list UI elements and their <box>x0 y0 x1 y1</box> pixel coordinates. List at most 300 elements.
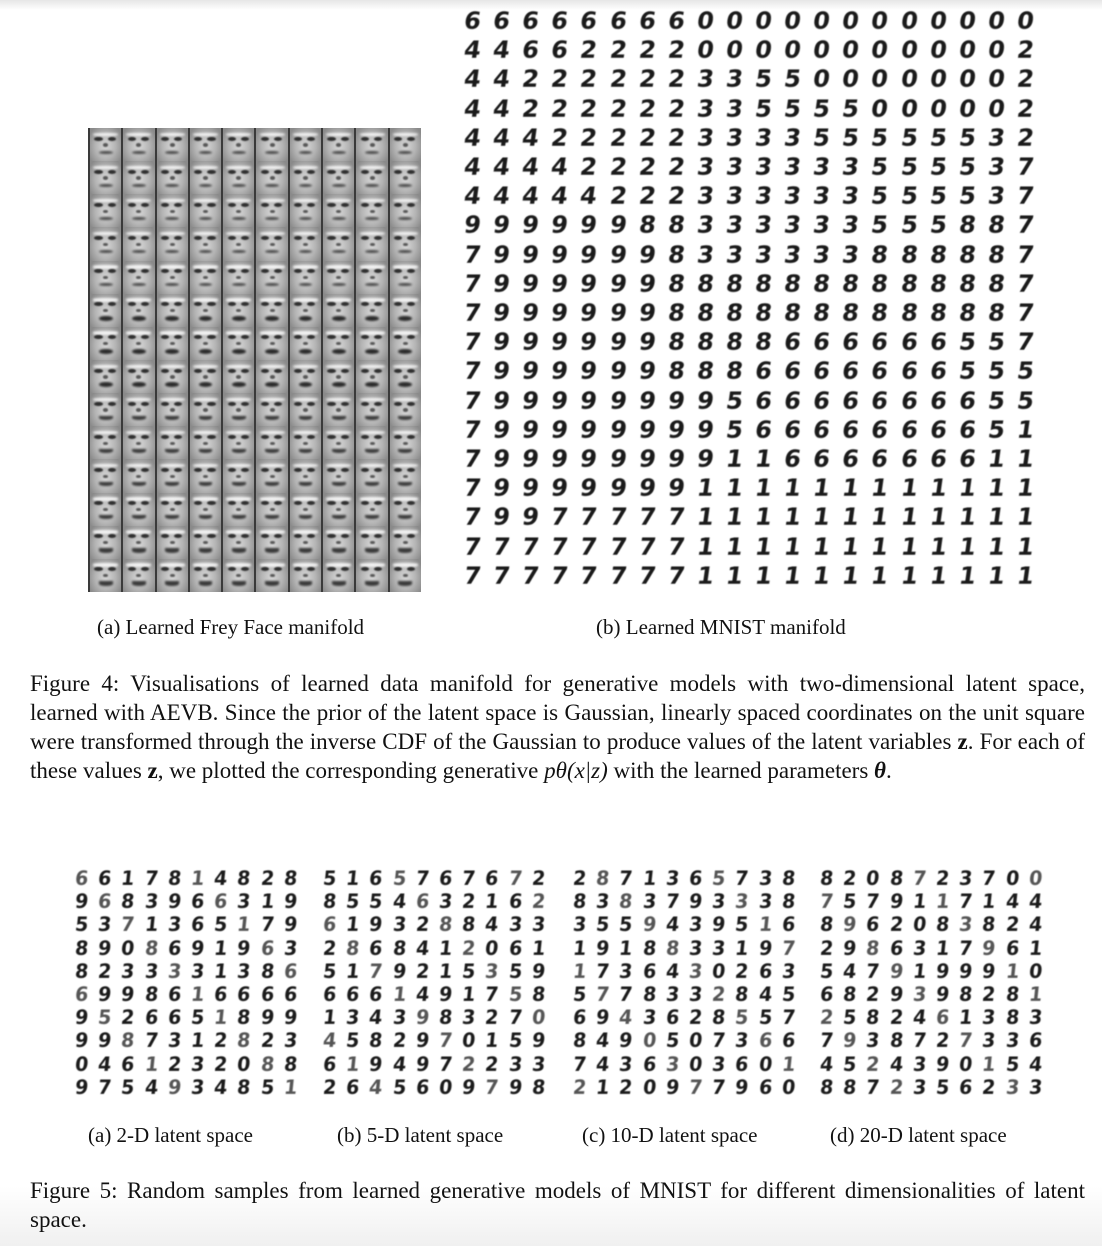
face-cell <box>288 559 321 592</box>
face-cell <box>254 227 287 260</box>
manifold-digit: 7 <box>636 532 658 561</box>
sample-digit: 9 <box>73 1030 90 1053</box>
sample-digit: 6 <box>166 984 183 1007</box>
manifold-digit: 1 <box>1015 532 1036 561</box>
face-cell <box>188 128 221 161</box>
manifold-digit: 7 <box>665 561 687 590</box>
sample-digit: 1 <box>437 960 454 983</box>
samples-20d-latent-image <box>815 868 1047 1100</box>
face-cell <box>388 261 421 294</box>
manifold-digit: 0 <box>927 6 949 35</box>
manifold-digit: 9 <box>695 415 716 444</box>
manifold-digit: 9 <box>607 269 629 298</box>
manifold-digit: 1 <box>956 561 978 590</box>
sample-digit: 5 <box>734 1007 750 1030</box>
sample-digit: 1 <box>595 1076 611 1099</box>
face-cell <box>354 227 387 260</box>
face-cell <box>254 559 287 592</box>
sample-digit: 7 <box>143 1030 160 1053</box>
samples-2d-latent-image <box>70 868 302 1100</box>
sample-digit: 7 <box>618 984 634 1007</box>
face-cell <box>354 459 387 492</box>
face-cell <box>188 459 221 492</box>
sample-digit: 8 <box>641 984 658 1007</box>
sample-digit: 3 <box>1027 1007 1044 1030</box>
manifold-digit: 9 <box>578 356 600 385</box>
manifold-digit: 9 <box>520 356 542 385</box>
sample-digit: 1 <box>641 868 658 891</box>
sample-digit: 8 <box>888 868 905 891</box>
sample-digit: 8 <box>236 868 252 891</box>
face-cell <box>221 426 254 459</box>
manifold-digit: 9 <box>578 386 600 415</box>
sample-digit: 8 <box>530 984 547 1007</box>
manifold-digit: 5 <box>782 64 803 93</box>
manifold-digit: 9 <box>549 269 571 298</box>
sample-digit: 1 <box>911 891 928 914</box>
manifold-digit: 8 <box>986 269 1007 298</box>
manifold-digit: 3 <box>753 181 774 210</box>
sample-digit: 7 <box>618 868 634 891</box>
manifold-digit: 7 <box>1015 240 1036 269</box>
manifold-digit: 2 <box>607 152 629 181</box>
sample-digit: 6 <box>507 937 524 960</box>
sample-digit: 1 <box>981 891 997 914</box>
manifold-digit: 3 <box>811 240 833 269</box>
manifold-digit: 7 <box>462 269 483 298</box>
manifold-digit: 8 <box>840 298 862 327</box>
manifold-digit: 8 <box>724 356 745 385</box>
face-cell <box>188 526 221 559</box>
sample-digit: 5 <box>259 1076 276 1099</box>
sample-digit: 8 <box>120 1030 136 1053</box>
sample-digit: 7 <box>958 891 974 914</box>
face-cell <box>221 493 254 526</box>
face-cell <box>88 294 121 327</box>
sample-digit: 3 <box>981 1030 997 1053</box>
manifold-digit: 6 <box>927 444 949 473</box>
manifold-digit: 6 <box>811 356 833 385</box>
face-cell <box>88 393 121 426</box>
sample-digit: 7 <box>865 1076 881 1099</box>
sample-digit: 3 <box>958 914 974 937</box>
sample-digit: 5 <box>461 960 477 983</box>
manifold-digit: 7 <box>578 532 600 561</box>
manifold-digit: 1 <box>724 444 745 473</box>
sample-digit: 6 <box>664 1007 681 1030</box>
manifold-digit: 9 <box>607 298 629 327</box>
sample-digit: 8 <box>780 868 797 891</box>
sample-digit: 8 <box>780 891 797 914</box>
manifold-digit: 1 <box>986 473 1007 502</box>
sample-digit: 1 <box>461 984 477 1007</box>
sample-digit: 2 <box>530 891 547 914</box>
manifold-digit: 7 <box>636 502 658 531</box>
manifold-digit: 7 <box>607 561 629 590</box>
sample-digit: 7 <box>818 891 835 914</box>
sample-digit: 1 <box>1027 937 1044 960</box>
manifold-digit: 9 <box>520 269 542 298</box>
manifold-digit: 1 <box>986 444 1007 473</box>
sample-digit: 8 <box>1004 984 1021 1007</box>
sample-digit: 9 <box>97 1030 113 1053</box>
sample-digit: 6 <box>321 1053 338 1076</box>
manifold-digit: 1 <box>898 561 920 590</box>
manifold-digit: 1 <box>986 502 1007 531</box>
manifold-digit: 5 <box>753 94 774 123</box>
sample-digit: 3 <box>664 868 681 891</box>
sample-digit: 7 <box>734 868 750 891</box>
face-cell <box>388 426 421 459</box>
manifold-digit: 8 <box>956 298 978 327</box>
manifold-digit: 4 <box>520 152 542 181</box>
sample-digit: 9 <box>888 960 905 983</box>
sample-digit: 1 <box>213 960 229 983</box>
manifold-digit: 6 <box>811 327 833 356</box>
sample-digit: 9 <box>934 984 951 1007</box>
manifold-digit: 5 <box>840 123 862 152</box>
manifold-digit: 0 <box>986 35 1007 64</box>
manifold-digit: 2 <box>607 35 629 64</box>
sample-digit: 0 <box>641 1076 658 1099</box>
face-cell <box>121 426 154 459</box>
manifold-digit: 2 <box>636 152 658 181</box>
sample-digit: 3 <box>97 914 113 937</box>
sample-digit: 4 <box>484 914 500 937</box>
sample-digit: 8 <box>530 1076 547 1099</box>
manifold-digit: 3 <box>724 240 745 269</box>
manifold-digit: 3 <box>840 210 862 239</box>
manifold-digit: 9 <box>607 415 629 444</box>
manifold-digit: 5 <box>956 123 978 152</box>
manifold-digit: 1 <box>695 502 716 531</box>
manifold-digit: 8 <box>665 298 687 327</box>
sample-digit: 3 <box>981 1007 997 1030</box>
manifold-digit: 6 <box>927 386 949 415</box>
sample-digit: 7 <box>414 868 431 891</box>
sample-digit: 7 <box>818 1030 835 1053</box>
manifold-digit: 8 <box>665 356 687 385</box>
face-cell <box>188 493 221 526</box>
sample-digit: 9 <box>437 984 454 1007</box>
sample-digit: 9 <box>120 984 136 1007</box>
sample-digit: 1 <box>571 937 588 960</box>
sample-digit: 8 <box>368 1030 384 1053</box>
manifold-digit: 4 <box>549 181 571 210</box>
manifold-digit: 3 <box>753 240 774 269</box>
sample-digit: 8 <box>282 1053 299 1076</box>
face-cell <box>388 327 421 360</box>
face-cell <box>388 128 421 161</box>
manifold-digit: 9 <box>578 298 600 327</box>
manifold-digit: 1 <box>986 532 1007 561</box>
face-cell <box>188 393 221 426</box>
face-cell <box>121 261 154 294</box>
sample-digit: 3 <box>687 960 704 983</box>
face-cell <box>321 393 354 426</box>
sample-digit: 3 <box>780 960 797 983</box>
manifold-digit: 4 <box>462 181 483 210</box>
manifold-digit: 3 <box>811 181 833 210</box>
sample-digit: 9 <box>97 984 113 1007</box>
sample-digit: 1 <box>484 891 500 914</box>
manifold-digit: 6 <box>549 35 571 64</box>
manifold-digit: 1 <box>811 532 833 561</box>
manifold-digit: 5 <box>811 94 833 123</box>
sample-digit: 8 <box>259 1053 276 1076</box>
sample-digit: 4 <box>391 1053 408 1076</box>
face-cell <box>254 327 287 360</box>
manifold-digit: 9 <box>520 473 542 502</box>
manifold-digit: 7 <box>665 502 687 531</box>
manifold-digit: 7 <box>462 561 483 590</box>
manifold-digit: 7 <box>462 298 483 327</box>
manifold-digit: 9 <box>665 415 687 444</box>
sample-digit: 0 <box>958 1053 974 1076</box>
sample-digit: 8 <box>120 891 136 914</box>
sample-digit: 7 <box>911 1030 928 1053</box>
sample-digit: 2 <box>461 1053 477 1076</box>
face-cell <box>288 294 321 327</box>
sample-digit: 3 <box>911 1053 928 1076</box>
sample-digit: 3 <box>734 1030 750 1053</box>
sample-digit: 5 <box>345 1030 361 1053</box>
sample-digit: 3 <box>641 1007 658 1030</box>
sample-digit: 0 <box>1027 960 1044 983</box>
face-cell <box>254 393 287 426</box>
sample-digit: 3 <box>189 1053 206 1076</box>
sample-digit: 7 <box>958 1030 974 1053</box>
sample-digit: 2 <box>711 984 727 1007</box>
sample-digit: 4 <box>664 960 681 983</box>
manifold-digit: 9 <box>549 240 571 269</box>
sample-digit: 7 <box>484 984 500 1007</box>
manifold-digit: 1 <box>956 532 978 561</box>
sample-digit: 2 <box>818 1007 835 1030</box>
manifold-digit: 6 <box>520 35 542 64</box>
sample-digit: 1 <box>934 937 951 960</box>
sample-digit: 6 <box>437 868 454 891</box>
sample-digit: 2 <box>461 891 477 914</box>
sample-digit: 1 <box>934 891 951 914</box>
sample-digit: 3 <box>711 891 727 914</box>
sample-digit: 8 <box>818 868 835 891</box>
face-cell <box>354 360 387 393</box>
sample-digit: 4 <box>1004 891 1021 914</box>
sample-digit: 0 <box>911 914 928 937</box>
manifold-digit: 7 <box>1015 327 1036 356</box>
sample-digit: 1 <box>1027 984 1044 1007</box>
manifold-digit: 5 <box>986 415 1007 444</box>
manifold-digit: 0 <box>986 64 1007 93</box>
manifold-digit: 1 <box>1015 502 1036 531</box>
face-cell <box>254 161 287 194</box>
manifold-digit: 0 <box>986 6 1007 35</box>
manifold-digit: 3 <box>695 210 716 239</box>
manifold-digit: 5 <box>898 123 920 152</box>
sample-digit: 4 <box>618 1007 634 1030</box>
face-cell <box>321 360 354 393</box>
sample-digit: 2 <box>842 868 858 891</box>
manifold-digit: 6 <box>840 356 862 385</box>
face-cell <box>155 393 188 426</box>
sample-digit: 7 <box>143 868 160 891</box>
sample-digit: 3 <box>166 960 183 983</box>
manifold-digit: 5 <box>956 327 978 356</box>
manifold-digit: 4 <box>520 123 542 152</box>
sample-digit: 7 <box>780 1007 797 1030</box>
sample-digit: 9 <box>259 1007 276 1030</box>
face-cell <box>321 327 354 360</box>
manifold-digit: 2 <box>607 181 629 210</box>
face-cell <box>321 426 354 459</box>
face-cell <box>121 227 154 260</box>
sample-digit: 2 <box>321 1076 338 1099</box>
face-cell <box>321 161 354 194</box>
manifold-digit: 5 <box>1015 386 1036 415</box>
face-cell <box>288 360 321 393</box>
sample-digit: 2 <box>414 914 431 937</box>
face-cell <box>254 426 287 459</box>
sample-digit: 9 <box>414 1007 431 1030</box>
sample-digit: 2 <box>888 1007 905 1030</box>
face-cell <box>288 526 321 559</box>
sample-digit: 9 <box>888 891 905 914</box>
manifold-digit: 3 <box>986 123 1007 152</box>
sample-digit: 5 <box>842 1007 858 1030</box>
sample-digit: 1 <box>780 1053 797 1076</box>
manifold-digit: 0 <box>927 94 949 123</box>
face-cell <box>188 194 221 227</box>
manifold-digit: 7 <box>462 502 483 531</box>
manifold-digit: 1 <box>753 444 774 473</box>
sample-digit: 6 <box>143 1007 160 1030</box>
manifold-digit: 9 <box>636 473 658 502</box>
sample-digit: 0 <box>711 960 727 983</box>
face-cell <box>121 526 154 559</box>
manifold-digit: 9 <box>462 210 483 239</box>
sample-digit: 0 <box>687 1030 704 1053</box>
sample-digit: 7 <box>507 1007 524 1030</box>
sample-digit: 7 <box>437 1030 454 1053</box>
manifold-digit: 4 <box>491 152 512 181</box>
manifold-digit: 6 <box>898 444 920 473</box>
sample-digit: 5 <box>345 891 361 914</box>
manifold-digit: 3 <box>840 240 862 269</box>
face-cell <box>321 128 354 161</box>
manifold-digit: 7 <box>549 532 571 561</box>
manifold-digit: 0 <box>927 64 949 93</box>
manifold-digit: 0 <box>927 35 949 64</box>
face-cell <box>88 426 121 459</box>
manifold-digit: 1 <box>782 561 803 590</box>
manifold-digit: 5 <box>898 210 920 239</box>
manifold-digit: 6 <box>840 415 862 444</box>
face-cell <box>288 128 321 161</box>
manifold-digit: 1 <box>869 473 891 502</box>
sample-digit: 3 <box>911 937 928 960</box>
manifold-digit: 5 <box>927 210 949 239</box>
manifold-digit: 3 <box>986 152 1007 181</box>
sample-digit: 7 <box>97 1076 113 1099</box>
face-cell <box>254 526 287 559</box>
sample-digit: 7 <box>368 960 384 983</box>
manifold-digit: 9 <box>491 356 512 385</box>
sample-digit: 5 <box>757 1007 774 1030</box>
manifold-digit: 9 <box>695 386 716 415</box>
sample-digit: 3 <box>687 914 704 937</box>
sample-digit: 1 <box>345 960 361 983</box>
manifold-digit: 3 <box>724 64 745 93</box>
manifold-digit: 0 <box>840 64 862 93</box>
sample-digit: 5 <box>189 1007 206 1030</box>
face-cell <box>321 459 354 492</box>
manifold-digit: 3 <box>782 181 803 210</box>
sample-digit: 6 <box>166 1007 183 1030</box>
face-cell <box>388 360 421 393</box>
manifold-digit: 7 <box>462 240 483 269</box>
manifold-digit: 0 <box>869 94 891 123</box>
face-cell <box>188 294 221 327</box>
manifold-digit: 8 <box>927 269 949 298</box>
manifold-digit: 3 <box>695 94 716 123</box>
manifold-digit: 9 <box>520 444 542 473</box>
sample-digit: 9 <box>461 1076 477 1099</box>
frey-face-manifold-image <box>88 128 421 592</box>
face-cell <box>388 227 421 260</box>
manifold-digit: 1 <box>811 473 833 502</box>
sample-digit: 0 <box>641 1030 658 1053</box>
sample-digit: 8 <box>166 868 183 891</box>
manifold-digit: 6 <box>753 386 774 415</box>
manifold-digit: 7 <box>462 327 483 356</box>
manifold-digit: 2 <box>636 123 658 152</box>
manifold-digit: 0 <box>695 35 716 64</box>
manifold-digit: 8 <box>898 240 920 269</box>
manifold-digit: 1 <box>927 502 949 531</box>
sample-digit: 1 <box>618 937 634 960</box>
sample-digit: 5 <box>368 891 384 914</box>
manifold-digit: 6 <box>869 386 891 415</box>
manifold-digit: 1 <box>782 502 803 531</box>
manifold-digit: 9 <box>607 386 629 415</box>
manifold-digit: 8 <box>753 269 774 298</box>
manifold-digit: 9 <box>520 240 542 269</box>
manifold-digit: 9 <box>578 210 600 239</box>
manifold-digit: 8 <box>956 240 978 269</box>
manifold-digit: 2 <box>665 181 687 210</box>
sample-digit: 5 <box>842 891 858 914</box>
sample-digit: 3 <box>143 960 160 983</box>
manifold-digit: 1 <box>724 561 745 590</box>
manifold-digit: 9 <box>491 210 512 239</box>
manifold-digit: 2 <box>636 94 658 123</box>
sample-digit: 2 <box>461 937 477 960</box>
sample-digit: 1 <box>571 960 588 983</box>
sample-digit: 5 <box>934 1076 951 1099</box>
manifold-digit: 0 <box>869 6 891 35</box>
sample-digit: 6 <box>213 891 229 914</box>
sample-digit: 0 <box>1027 868 1044 891</box>
manifold-digit: 7 <box>491 561 512 590</box>
manifold-digit: 8 <box>956 210 978 239</box>
sample-digit: 6 <box>120 1053 136 1076</box>
sample-digit: 6 <box>757 1030 774 1053</box>
sample-digit: 6 <box>282 984 299 1007</box>
sample-digit: 3 <box>911 984 928 1007</box>
manifold-digit: 9 <box>491 502 512 531</box>
sample-digit: 6 <box>687 868 704 891</box>
